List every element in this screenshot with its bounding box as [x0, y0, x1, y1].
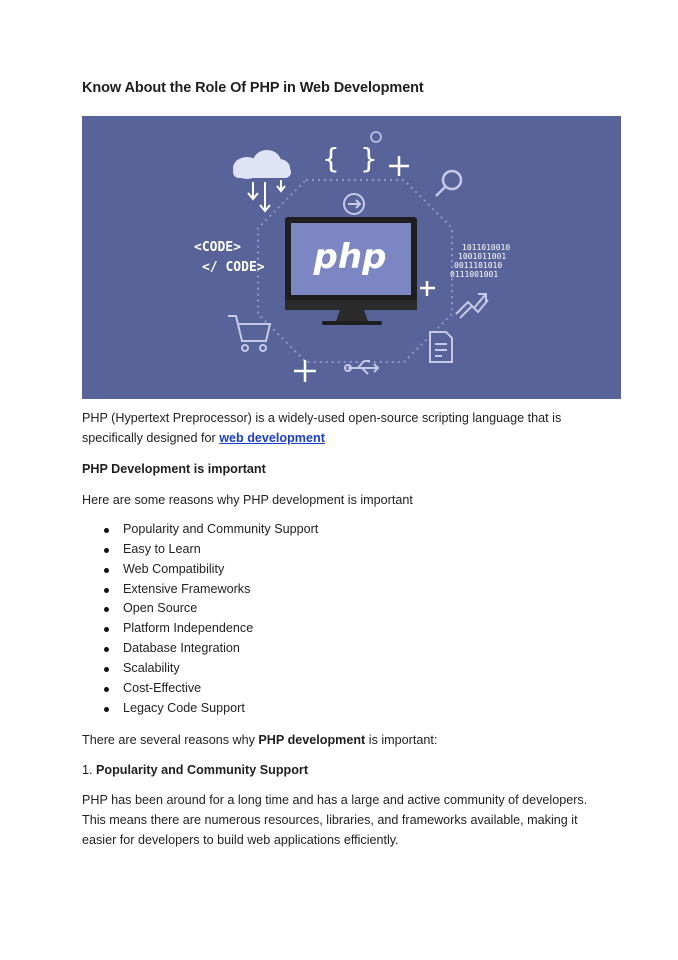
- list-item: Scalability: [82, 659, 318, 679]
- intro-line-2: specifically designed for web development: [82, 431, 325, 445]
- reasons-list: [82, 520, 318, 718]
- growth-arrow-icon: [456, 294, 488, 318]
- plus-icon-right: [420, 281, 435, 296]
- several-reasons-line: There are several reasons why PHP development is important:: [82, 733, 438, 747]
- svg-text:1011010010: 1011010010: [462, 243, 511, 252]
- list-item: Extensive Frameworks: [82, 580, 318, 600]
- code-tag-1: <CODE>: [194, 240, 241, 255]
- bullet-icon: [104, 588, 109, 593]
- monitor-icon: [285, 217, 417, 325]
- page-title: Know About the Role Of PHP in Web Development: [82, 80, 424, 96]
- list-item: Legacy Code Support: [82, 699, 318, 719]
- list-item: Platform Independence: [82, 619, 318, 639]
- bullet-icon: [104, 687, 109, 692]
- cart-icon: [228, 316, 270, 351]
- list-item: Web Compatibility: [82, 560, 318, 580]
- bullet-icon: [104, 647, 109, 652]
- svg-text:0011101010: 0011101010: [454, 261, 503, 270]
- bullet-icon: [104, 667, 109, 672]
- list-item: Open Source: [82, 599, 318, 619]
- php-logo-text: php: [313, 237, 387, 277]
- list-item: Popularity and Community Support: [82, 520, 318, 540]
- list-item: Database Integration: [82, 639, 318, 659]
- document-icon: [430, 332, 452, 362]
- list-item: Cost-Effective: [82, 679, 318, 699]
- intro-line-1: PHP (Hypertext Preprocessor) is a widely-used open-source scripting language that is: [82, 411, 562, 425]
- small-circle-icon: [371, 132, 381, 142]
- bullet-icon: [104, 707, 109, 712]
- plus-icon: [389, 156, 409, 176]
- web-development-link[interactable]: web development: [219, 431, 325, 445]
- section-1-body: PHP has been around for a long time and has a large and active community of developers. This means there are numerous resources, libraries, and frameworks available, making it easier for developers to build web applications efficiently.: [82, 793, 588, 847]
- bullet-icon: [104, 548, 109, 553]
- download-arrows-icon: [248, 180, 285, 211]
- arrow-circle-icon: [344, 194, 364, 214]
- binary-text: [450, 243, 510, 279]
- braces-icon: {: [322, 142, 340, 175]
- heading-php-important: PHP Development is important: [82, 462, 266, 476]
- bullet-icon: [104, 568, 109, 573]
- bullet-icon: [104, 607, 109, 612]
- bullet-icon: [104, 528, 109, 533]
- reasons-intro: Here are some reasons why PHP development is important: [82, 493, 413, 507]
- svg-text:0111001001: 0111001001: [450, 270, 499, 279]
- intro-paragraph: [82, 408, 561, 448]
- cloud-icon: [233, 150, 291, 179]
- svg-text:1001011001: 1001011001: [458, 252, 507, 261]
- section-1-heading: 1. Popularity and Community Support: [82, 763, 309, 777]
- plus-icon-bottom: [294, 360, 316, 382]
- php-hero-image: [82, 116, 621, 399]
- list-item: Easy to Learn: [82, 540, 318, 560]
- bullet-icon: [104, 627, 109, 632]
- code-tag-2: </ CODE>: [202, 260, 265, 275]
- svg-text:}: }: [360, 142, 378, 175]
- search-icon: [436, 171, 461, 196]
